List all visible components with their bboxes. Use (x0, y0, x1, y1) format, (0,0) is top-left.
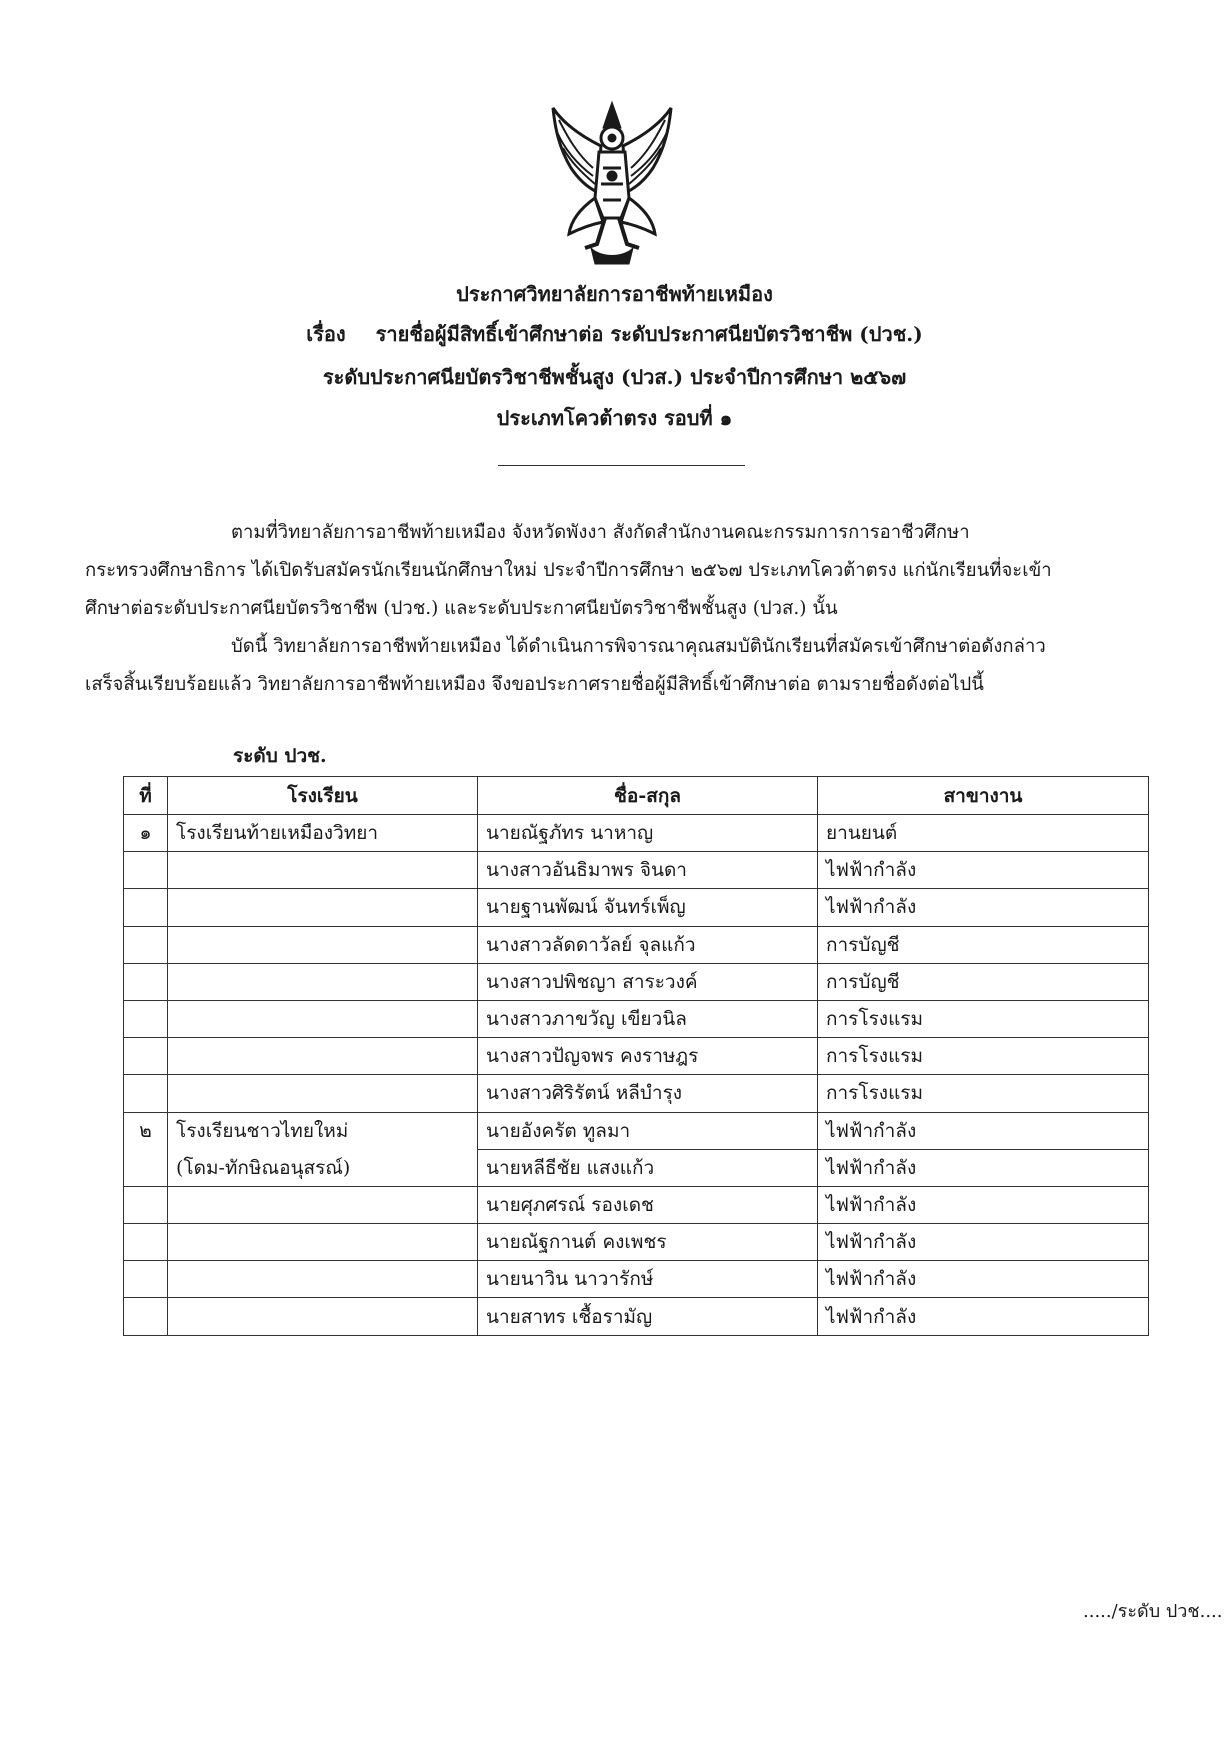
row-name: นางสาวลัดดาวัลย์ จุลแก้ว (478, 926, 818, 963)
row-school: โรงเรียนชาวไทยใหม่ (168, 1112, 478, 1149)
row-school (168, 889, 478, 926)
row-number (124, 926, 168, 963)
row-name: นายสาทร เชื้อรามัญ (478, 1298, 818, 1335)
title-divider (498, 465, 745, 466)
table-row (124, 815, 1149, 852)
row-number (124, 1075, 168, 1112)
row-major: ไฟฟ้ากำลัง (818, 1149, 1149, 1186)
row-major: การโรงแรม (818, 1075, 1149, 1112)
row-major: การบัญชี (818, 926, 1149, 963)
row-name: นายหลีธีชัย แสงแก้ว (478, 1149, 818, 1186)
row-number (124, 1000, 168, 1037)
row-number (124, 1038, 168, 1075)
row-name: นางสาวอันธิมาพร จินดา (478, 852, 818, 889)
row-name: นางสาวภาขวัญ เขียวนิล (478, 1000, 818, 1037)
row-number (124, 963, 168, 1000)
subject-text: รายชื่อผู้มีสิทธิ์เข้าศึกษาต่อ ระดับประกาศนียบัตรวิชาชีพ (ปวช.) (375, 322, 923, 346)
section-title: ระดับ ปวช. (233, 745, 327, 767)
row-major: ไฟฟ้ากำลัง (818, 852, 1149, 889)
table-row (124, 1261, 1149, 1298)
announcement-title: ประกาศวิทยาลัยการอาชีพท้ายเหมือง (456, 282, 773, 306)
header-major: สาขางาน (818, 777, 1149, 815)
table-row (124, 963, 1149, 1000)
row-name: นายอังครัต ทูลมา (478, 1112, 818, 1149)
table-row (124, 926, 1149, 963)
row-major: ไฟฟ้ากำลัง (818, 1224, 1149, 1261)
row-number (124, 1186, 168, 1223)
row-major: ไฟฟ้ากำลัง (818, 1261, 1149, 1298)
table-row (124, 852, 1149, 889)
paragraph-line: ศึกษาต่อระดับประกาศนียบัตรวิชาชีพ (ปวช.) และระดับประกาศนียบัตรวิชาชีพชั้นสูง (ปวส.) นั้น (85, 598, 838, 619)
paragraph-intro (85, 514, 1052, 628)
row-major: ยานยนต์ (818, 815, 1149, 852)
row-name: นายศุภศรณ์ รองเดช (478, 1186, 818, 1223)
paragraph-line: กระทรวงศึกษาธิการ ได้เปิดรับสมัครนักเรียนนักศึกษาใหม่ ประจำปีการศึกษา ๒๕๖๗ ประเภทโควต้าตรง แก่นักเรียนที่จะเข้า (85, 560, 1052, 581)
row-school (168, 1224, 478, 1261)
row-school: (โดม-ทักษิณอนุสรณ์) (168, 1149, 478, 1186)
paragraph-line: เสร็จสิ้นเรียบร้อยแล้ว วิทยาลัยการอาชีพท้ายเหมือง จึงขอประกาศรายชื่อผู้มีสิทธิ์เข้าศึกษาต่อ ตามรายชื่อดังต่อไปนี้ (85, 674, 984, 695)
row-major: ไฟฟ้ากำลัง (818, 1298, 1149, 1335)
row-school (168, 1261, 478, 1298)
announcement-subject (0, 318, 1229, 350)
row-number (124, 1224, 168, 1261)
row-number (124, 1149, 168, 1186)
paragraph-line: ตามที่วิทยาลัยการอาชีพท้ายเหมือง จังหวัดพังงา สังกัดสำนักงานคณะกรรมการการอาชีวศึกษา (231, 522, 970, 543)
row-school (168, 1000, 478, 1037)
row-number (124, 1298, 168, 1335)
paragraph-result (85, 628, 1046, 704)
table-row (124, 1149, 1149, 1186)
paragraph-line: บัดนี้ วิทยาลัยการอาชีพท้ายเหมือง ได้ดำเนินการพิจารณาคุณสมบัตินักเรียนที่สมัครเข้าศึกษาต่อดังกล่าว (231, 636, 1046, 657)
row-school (168, 926, 478, 963)
table-row (124, 1038, 1149, 1075)
row-major: การบัญชี (818, 963, 1149, 1000)
row-major: การโรงแรม (818, 1038, 1149, 1075)
row-name: นายณัฐกานต์ คงเพชร (478, 1224, 818, 1261)
row-major: ไฟฟ้ากำลัง (818, 889, 1149, 926)
row-name: นางสาวปัญจพร คงราษฎร (478, 1038, 818, 1075)
row-major: การโรงแรม (818, 1000, 1149, 1037)
row-major: ไฟฟ้ากำลัง (818, 1186, 1149, 1223)
header-name: ชื่อ-สกุล (478, 777, 818, 815)
continuation-note: ...../ระดับ ปวช.... (1083, 1601, 1223, 1622)
table-header-row (124, 777, 1149, 815)
row-school: โรงเรียนท้ายเหมืองวิทยา (168, 815, 478, 852)
announcement-subject-line3: ประเภทโควต้าตรง รอบที่ ๑ (496, 406, 733, 430)
row-number (124, 889, 168, 926)
row-number (124, 1261, 168, 1298)
header-school: โรงเรียน (168, 777, 478, 815)
row-school (168, 1298, 478, 1335)
row-name: นางสาวปพิชญา สาระวงค์ (478, 963, 818, 1000)
row-number (124, 852, 168, 889)
row-school (168, 963, 478, 1000)
table-row (124, 1224, 1149, 1261)
row-major: ไฟฟ้ากำลัง (818, 1112, 1149, 1149)
row-number: ๑ (124, 815, 168, 852)
table-row (124, 1298, 1149, 1335)
announcement-subject-line2: ระดับประกาศนียบัตรวิชาชีพชั้นสูง (ปวส.) ประจำปีการศึกษา ๒๕๖๗ (322, 365, 907, 389)
table-row (124, 1075, 1149, 1112)
row-school (168, 1186, 478, 1223)
header-number: ที่ (124, 777, 168, 815)
table-row (124, 1000, 1149, 1037)
student-roster-table (123, 776, 1149, 1336)
row-number: ๒ (124, 1112, 168, 1149)
table-row (124, 1112, 1149, 1149)
garuda-emblem-icon (545, 98, 680, 268)
row-name: นายฐานพัฒน์ จันทร์เพ็ญ (478, 889, 818, 926)
table-row (124, 1186, 1149, 1223)
row-name: นายณัฐภัทร นาหาญ (478, 815, 818, 852)
row-school (168, 1038, 478, 1075)
subject-label: เรื่อง (306, 322, 346, 346)
row-name: นายนาวิน นาวารักษ์ (478, 1261, 818, 1298)
row-school (168, 852, 478, 889)
row-name: นางสาวศิริรัตน์ หลีบำรุง (478, 1075, 818, 1112)
row-school (168, 1075, 478, 1112)
table-row (124, 889, 1149, 926)
